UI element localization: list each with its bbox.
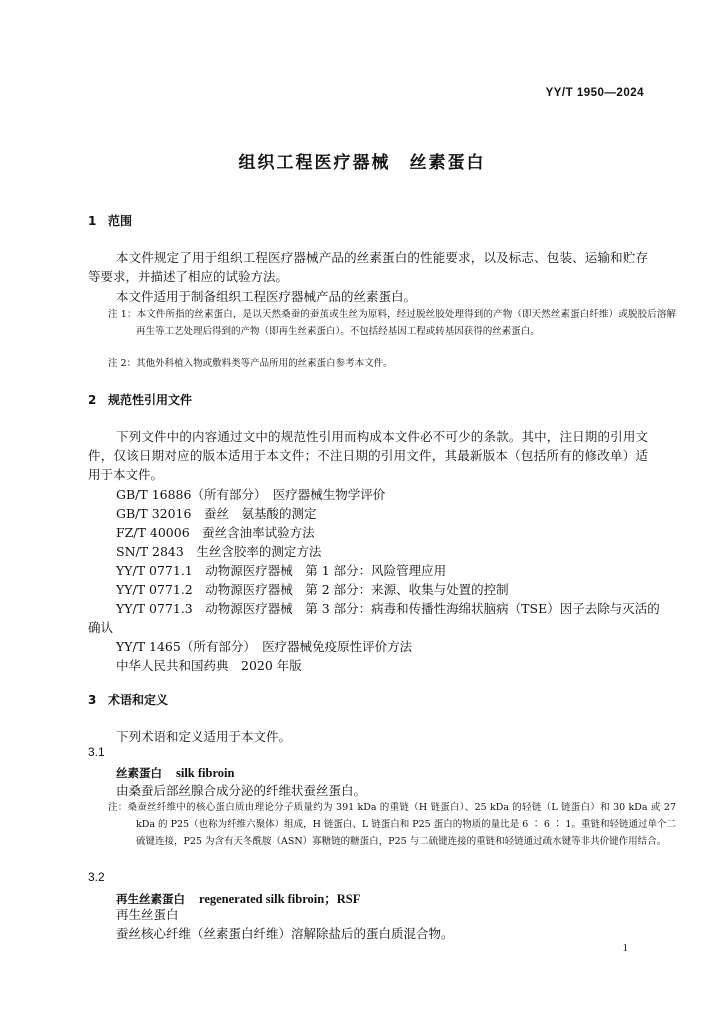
section-3-heading	[88, 691, 168, 708]
reference-item: YY/T 0771.1 动物源医疗器械 第 1 部分：风险管理应用	[116, 563, 447, 578]
term-english: regenerated silk fibroin；RSF	[199, 892, 361, 906]
scope-paragraph-2: 本文件适用于制备组织工程医疗器械产品的丝素蛋白。	[116, 289, 417, 304]
reference-item: 中华人民共和国药典 2020 年版	[116, 658, 302, 673]
term-definition: 蚕丝核心纤维（丝素蛋白纤维）溶解除盐后的蛋白质混合物。	[116, 926, 454, 941]
section-number: 3	[88, 693, 97, 707]
term-english: silk fibroin	[176, 766, 235, 780]
section-number: 1	[88, 214, 97, 228]
reference-item: SN/T 2843 生丝含胶率的测定方法	[116, 544, 322, 559]
term-alternative: 再生丝蛋白	[116, 907, 179, 922]
page-number: 1	[622, 942, 628, 954]
reference-item: YY/T 0771.3 动物源医疗器械 第 3 部分：病毒和传播性海绵状脑病（TSE）因子去除与灭活的	[116, 601, 660, 616]
term-heading	[116, 765, 234, 781]
term-chinese: 再生丝素蛋白	[116, 892, 185, 906]
reference-item: FZ/T 40006 蚕丝含油率试验方法	[116, 525, 315, 540]
term-number: 3.1	[88, 745, 105, 759]
document-title: 组织工程医疗器械 丝素蛋白	[238, 153, 486, 173]
section-2-heading	[88, 391, 192, 408]
terms-intro: 下列术语和定义适用于本文件。	[116, 729, 292, 744]
section-number: 2	[88, 393, 97, 407]
section-title: 规范性引用文件	[108, 393, 193, 407]
scope-note-2: 注 2：其他外科植入物或敷料类等产品所用的丝素蛋白参考本文件。	[108, 358, 393, 369]
standard-code: YY/T 1950—2024	[545, 87, 644, 99]
section-title: 术语和定义	[108, 693, 169, 707]
reference-item: YY/T 0771.2 动物源医疗器械 第 2 部分：来源、收集与处置的控制	[116, 582, 509, 597]
term-number: 3.2	[88, 870, 105, 884]
section-title: 范围	[108, 214, 133, 228]
reference-item: YY/T 1465（所有部分） 医疗器械免疫原性评价方法	[116, 639, 413, 654]
term-definition: 由桑蚕后部丝腺合成分泌的纤维状蚕丝蛋白。	[116, 783, 367, 798]
term-note: 注：桑蚕丝纤维中的核心蛋白质由理论分子质量约为 391 kDa 的重链（H 链蛋白）、25 kDa 的轻链（L 链蛋白）和 30 kDa 或 27 kDa 的 P25（也称为纤维六聚体）组成，H 链蛋白、L 链蛋白和 P25 蛋白的物质的量比是 6 ∶ 6 ∶ 1。重链和轻链通过单个二硫键连接，P25 为含有天冬酰胺（ASN）寡糖链的糖蛋白，P25 与二硫键连接的重链和轻链通过疏水键等非共价键作用结合。	[108, 802, 676, 847]
scope-paragraph-1: 本文件规定了用于组织工程医疗器械产品的丝素蛋白的性能要求，以及标志、包装、运输和贮存等要求，并描述了相应的试验方法。	[88, 250, 648, 284]
reference-item: GB/T 16886（所有部分） 医疗器械生物学评价	[116, 487, 386, 502]
reference-item: GB/T 32016 蚕丝 氨基酸的测定	[116, 506, 317, 521]
scope-note-1: 注 1：本文件所指的丝素蛋白，是以天然桑蚕的蚕茧或生丝为原料，经过脱丝胶处理得到的产物（即天然丝素蛋白纤维）或脱胶后溶解再生等工艺处理后得到的产物（即再生丝素蛋白）。不包括经基因工程或转基因获得的丝素蛋白。	[108, 309, 676, 337]
reference-item-continuation: 确认	[88, 620, 114, 635]
section-1-heading	[88, 212, 132, 229]
references-intro: 下列文件中的内容通过文中的规范性引用而构成本文件必不可少的条款。其中，注日期的引用文件，仅该日期对应的版本适用于本文件；不注日期的引用文件，其最新版本（包括所有的修改单）适用于本文件。	[88, 429, 648, 482]
term-chinese: 丝素蛋白	[116, 766, 162, 780]
